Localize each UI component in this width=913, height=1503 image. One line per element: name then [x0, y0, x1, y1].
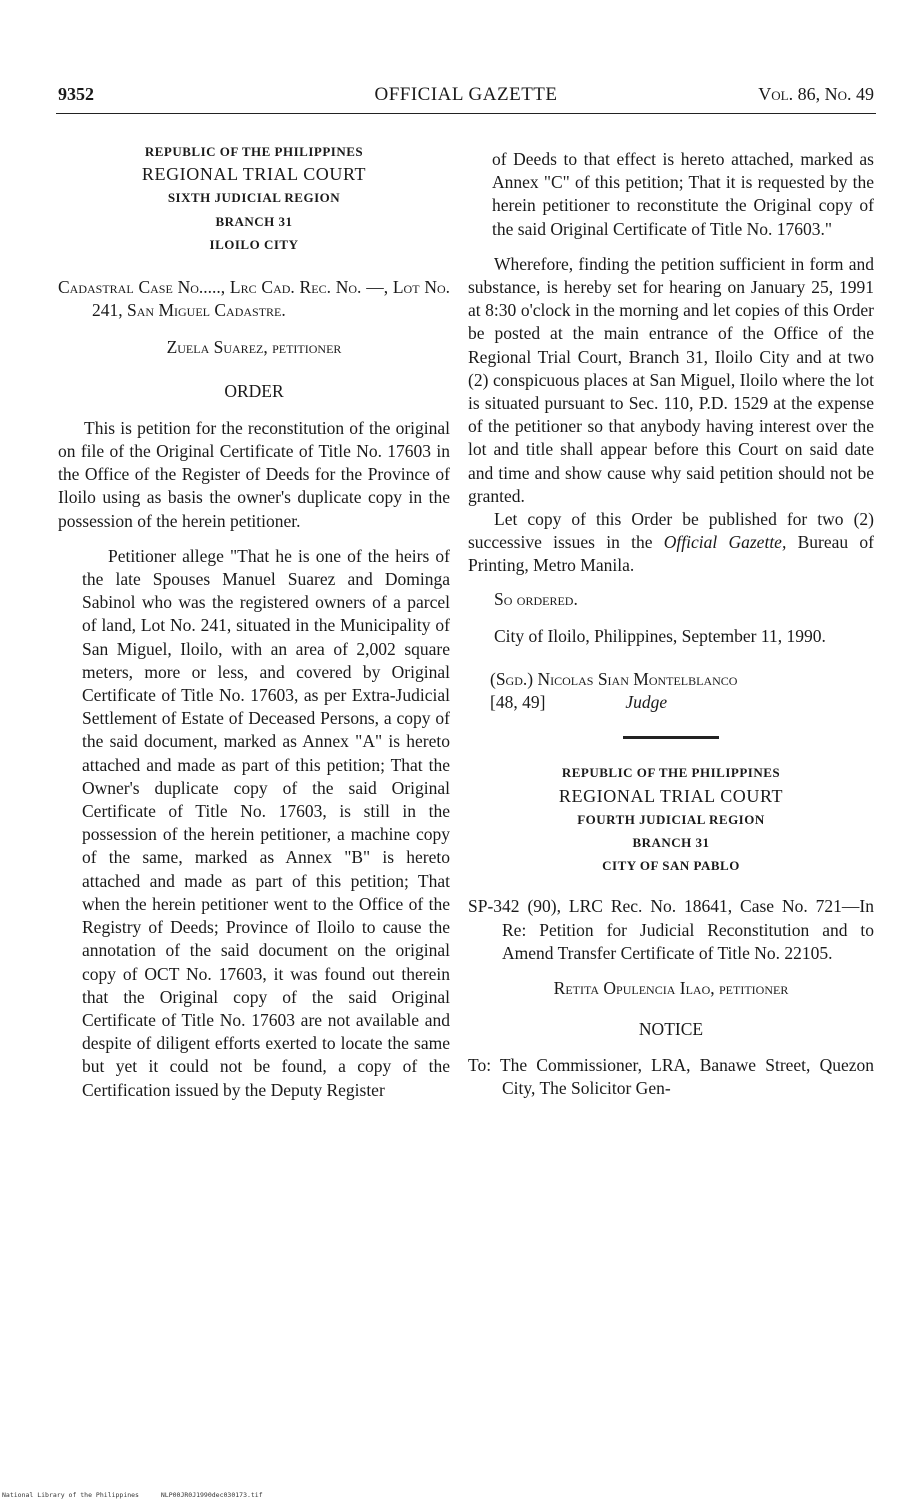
publication-text-end: Bureau of Printing, Metro Manila.: [468, 532, 874, 576]
petitioner-line: Zuela Suarez, petitioner: [166, 337, 342, 358]
notice-divider: [623, 736, 719, 739]
notice-heading: NOTICE: [638, 1019, 704, 1040]
signature-line: (Sgd.) Nicolas Sian Montelblanco: [490, 669, 738, 690]
page-number: 9352: [58, 84, 94, 104]
notice-addressee: To: The Commissioner, LRA, Banawe Street, Quezon City, The Solicitor Gen-: [468, 1054, 874, 1098]
order-paragraph-2-continued: of Deeds to that effect is hereto attached, marked as Annex "C" of this petition; That it is requested by the herein petitioner to reconstitute the Original copy of the said Original Certificate of Title No. 17603.": [492, 149, 874, 239]
gazette-name: Official Gazette,: [663, 532, 787, 553]
right-column: [468, 140, 874, 1100]
left-column: [58, 140, 450, 1102]
city-line-2: CITY OF SAN PABLO: [602, 858, 740, 874]
court-name-2: REGIONAL TRIAL COURT: [558, 785, 784, 806]
publication-title: OFFICIAL GAZETTE: [374, 84, 558, 105]
city-line: ILOILO CITY: [209, 236, 299, 252]
branch-line: BRANCH 31: [215, 213, 293, 229]
file-name: NLP00JR0J1990dec030173.tif: [160, 1491, 263, 1499]
court-caption-2: [468, 761, 874, 877]
case-title: Cadastral Case No....., Lrc Cad. Rec. No. —, Lot No. 241, San Miguel Cadastre.: [58, 277, 450, 321]
order-paragraph-3: Wherefore, finding the petition sufficient in form and substance, is hereby set for hearing on January 25, 1991 at 8:30 o'clock in the morning and let copies of this Order be posted at the main entrance of the Office of the Regional Trial Court, Branch 31, Iloilo City and at two (2) conspicuous places at San Miguel, Iloilo where the lot is situated pursuant to Sec. 110, P.D. 1529 at the expense of the petitioner so that anybody having interest over the lot and title shall appear before this Court on said date and time and show cause why said petition should not be granted.: [468, 253, 874, 506]
court-caption-1: [58, 140, 450, 256]
order-paragraph-2: Petitioner allege "That he is one of the heirs of the late Spouses Manuel Suarez and Dominga Sabinol who was the registered owners of a parcel of land, Lot No. 241, situated in the Municipality of San Miguel, Iloilo, with an area of 2,002 square meters, more or less, and covered by Original Certificate of Title No. 17603, as per Extra-Judicial Settlement of Estate of Deceased Persons, a copy of the said document, marked as Annex "A" is hereto attached and made as part of this petition; That the Owner's duplicate copy of the said Original Certificate of Title No. 17603, is still in the possession of the herein petitioner, a machine copy of the same, marked as Annex "B" is hereto attached and made as part of this petition; That when the herein petitioner went to the Office of the Registry of Deeds; Province of Iloilo to cause the annotation of the said document on the original copy of OCT No. 17603, it was found out therein that the Original copy of the said Original Certificate of Title No. 17603 are not available and despite of diligent efforts exerted to locate the same but yet it could not be found, a copy of the Certification issued by the Deputy Register: [82, 545, 450, 1100]
case-title-2: SP-342 (90), LRC Rec. No. 18641, Case No. 721—In Re: Petition for Judicial Reconstitution and to Amend Transfer Certificate of Title No. 22105.: [468, 896, 874, 963]
library-name: National Library of the Philippines: [2, 1491, 139, 1499]
court-name: REGIONAL TRIAL COURT: [141, 164, 367, 185]
so-ordered: So ordered.: [494, 588, 578, 609]
signature-reference: [468, 691, 874, 714]
scan-footer: [2, 1491, 281, 1499]
issue-reference: [48, 49]: [490, 692, 546, 713]
order-heading: ORDER: [224, 380, 284, 401]
republic-line: REPUBLIC OF THE PHILIPPINES: [144, 144, 364, 159]
petitioner-line-2: Retita Opulencia Ilao, petitioner: [553, 978, 789, 999]
region-line: SIXTH JUDICIAL REGION: [167, 190, 341, 206]
dateline: City of Iloilo, Philippines, September 11, 1990.: [494, 625, 826, 646]
republic-line-2: REPUBLIC OF THE PHILIPPINES: [561, 765, 781, 781]
volume-number: Vol. 86, No. 49: [758, 84, 874, 104]
branch-line-2: BRANCH 31: [632, 835, 710, 851]
judge-title: Judge: [625, 692, 668, 713]
publication-text: Let copy of this Order be published for two (2) successive issues in the: [468, 509, 874, 553]
order-paragraph-1: This is petition for the reconstitution of the original on file of the Original Certificate of Title No. 17603 in the Office of the Register of Deeds for the Province of Iloilo using as basis the owner's duplicate copy in the possession of the herein petitioner.: [58, 417, 450, 531]
page-header: [58, 84, 874, 112]
order-paragraph-4: [468, 508, 874, 578]
region-line-2: FOURTH JUDICIAL REGION: [577, 811, 765, 827]
header-rule: [56, 113, 876, 114]
